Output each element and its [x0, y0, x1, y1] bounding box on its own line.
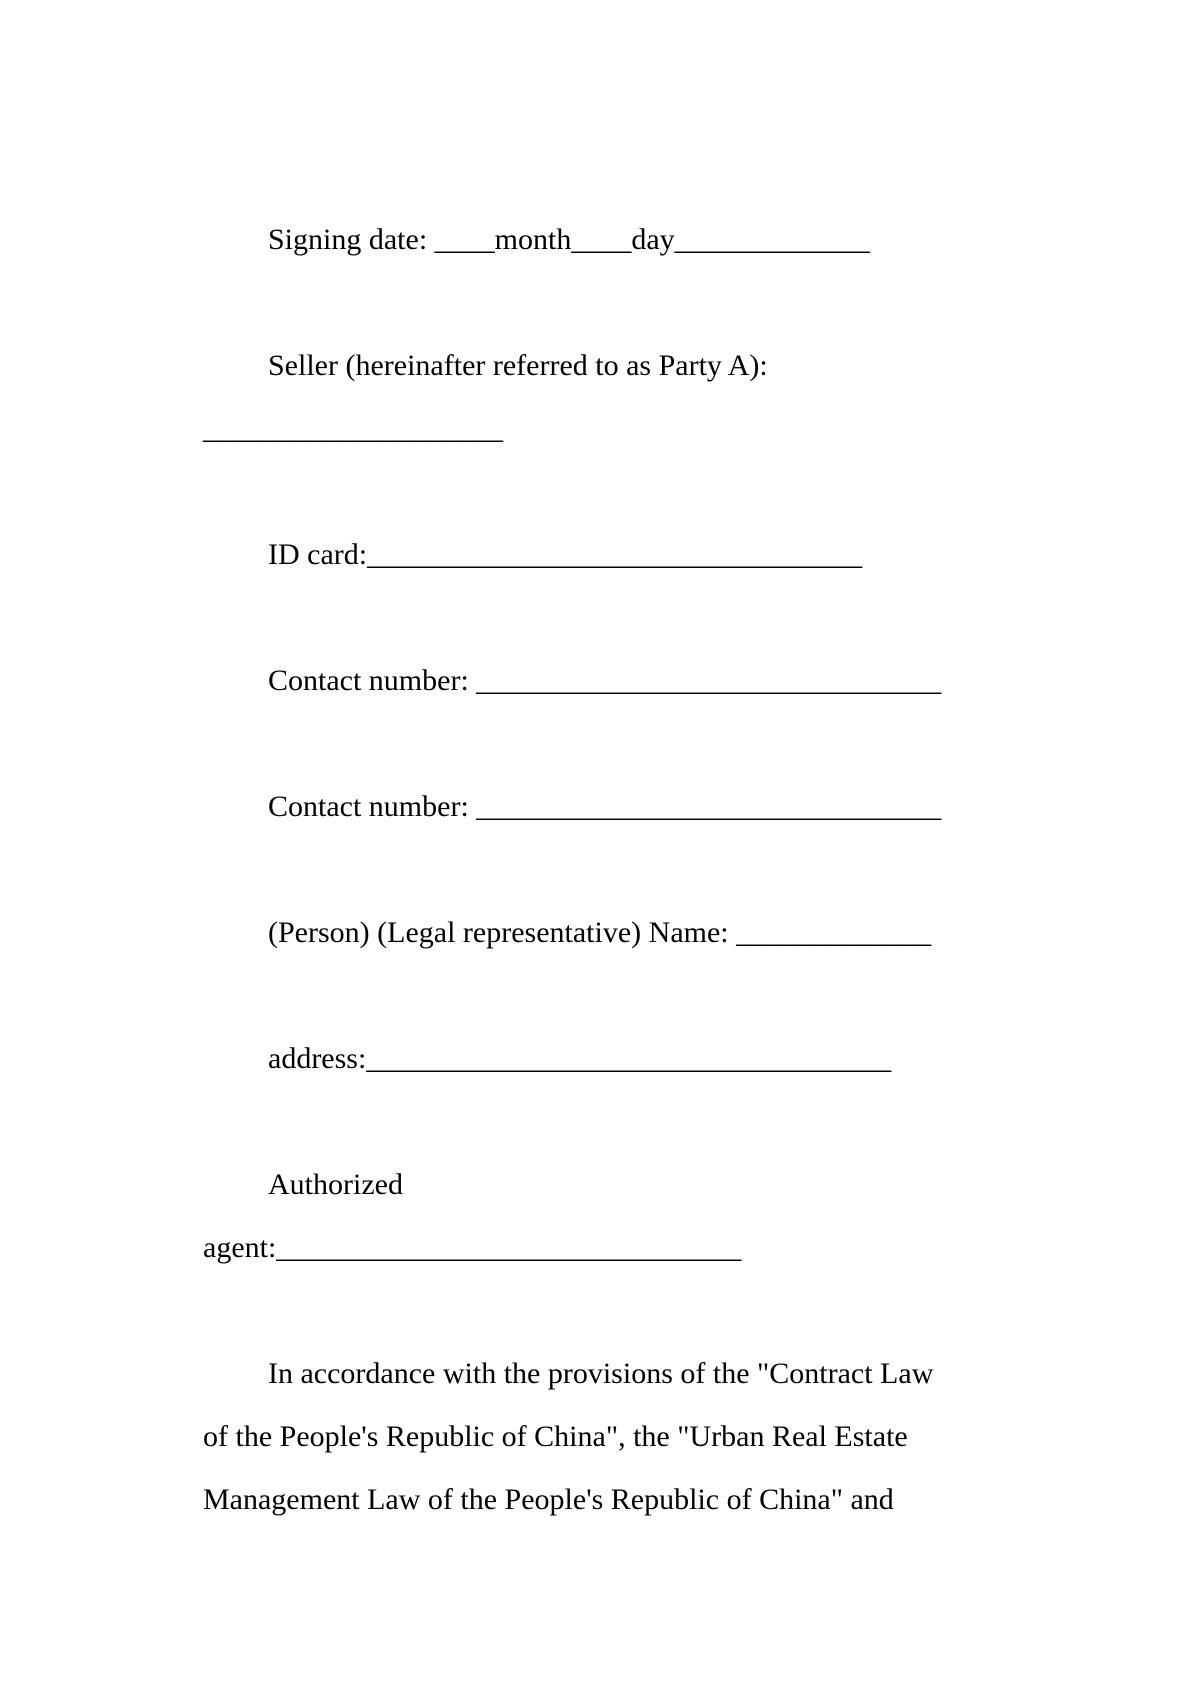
- seller-line: Seller (hereinafter referred to as Party A):: [268, 349, 768, 382]
- paragraph-line-1: In accordance with the provisions of the "Contract Law: [268, 1357, 934, 1390]
- person-name-line: (Person) (Legal representative) Name: _____________: [268, 916, 932, 949]
- contact-number-line-1: Contact number: _______________________________: [268, 664, 942, 697]
- address-line: address:___________________________________: [268, 1042, 892, 1075]
- paragraph-line-3: Management Law of the People's Republic of China" and: [203, 1483, 894, 1516]
- signing-date-line: Signing date: ____month____day_____________: [268, 223, 870, 256]
- agent-line: agent:_______________________________: [203, 1231, 742, 1264]
- contact-number-line-2: Contact number: _______________________________: [268, 790, 942, 823]
- seller-blank-line: ____________________: [203, 412, 503, 445]
- paragraph-line-2: of the People's Republic of China", the "Urban Real Estate: [203, 1420, 908, 1453]
- id-card-line: ID card:_________________________________: [268, 538, 863, 571]
- authorized-label: Authorized: [268, 1168, 403, 1201]
